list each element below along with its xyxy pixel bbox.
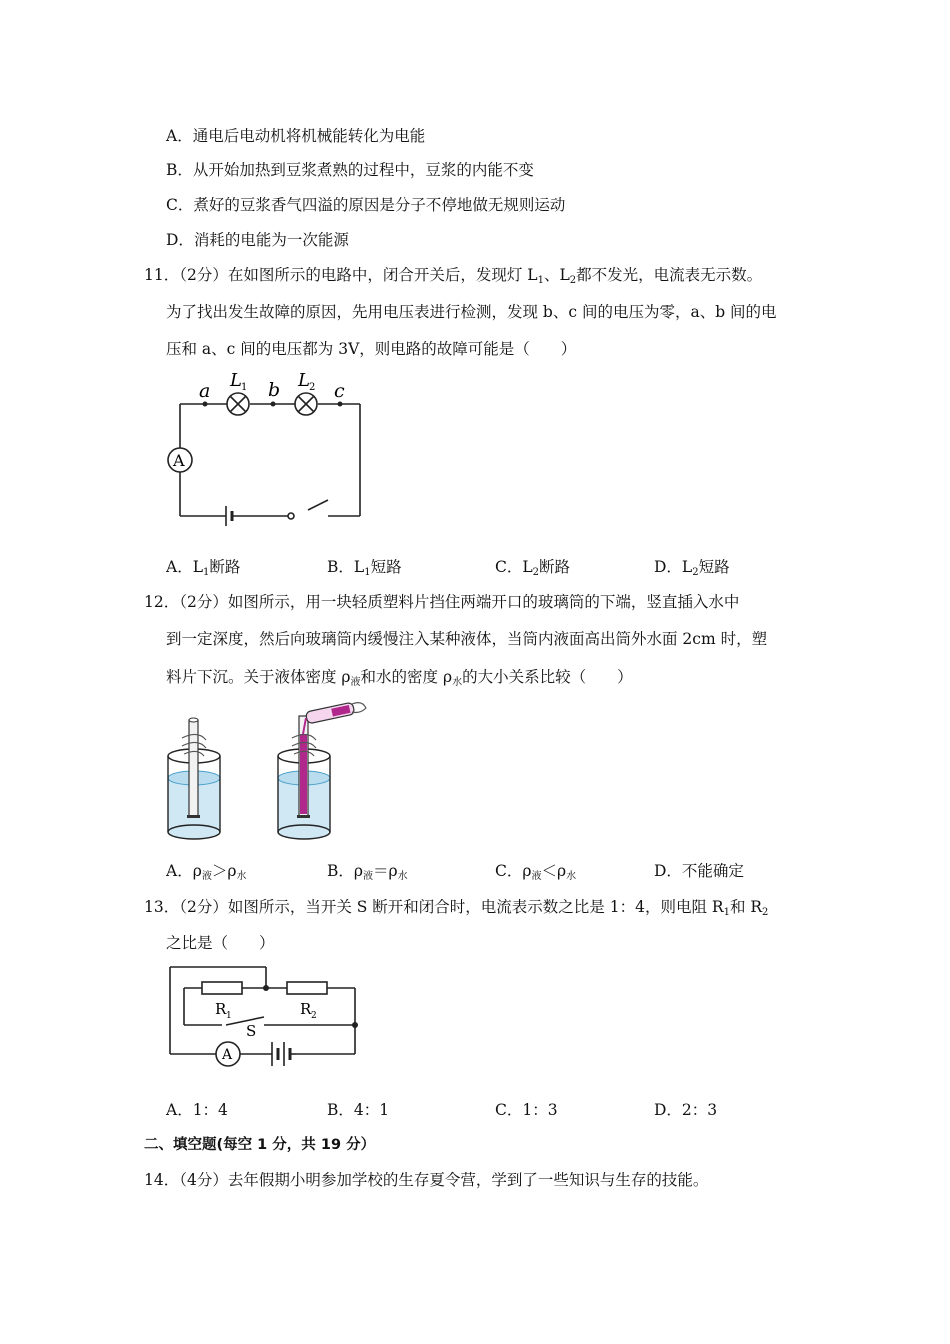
q12-stem-line2: 到一定深度，然后向玻璃筒内缓慢注入某种液体，当筒内液面高出筒外水面 2cm 时，塑 — [166, 630, 768, 648]
q13-option-d: D．2：3 — [654, 1101, 718, 1119]
ammeter-label: A — [173, 451, 185, 470]
lamp-l2-label: L — [298, 370, 310, 391]
q11-option-b: B．$L_1$短路 — [327, 558, 402, 578]
q13-option-a: A．1：4 — [166, 1101, 228, 1119]
r1-label: R — [215, 1000, 227, 1018]
q11-stem-line2: 为了找出发生故障的原因，先用电压表进行检测，发现 b、c 间的电压为零，a、b 间的电 — [166, 303, 777, 321]
section-title: 二、填空题(每空 1 分，共 19 分） — [144, 1137, 376, 1153]
q11-circuit-diagram — [160, 368, 370, 528]
q10-option-c: C．煮好的豆浆香气四溢的原因是分子不停地做无规则运动 — [166, 196, 566, 214]
q10-option-d: D．消耗的电能为一次能源 — [166, 231, 349, 249]
lamp-l1-sub: 1 — [241, 382, 248, 393]
r2-sub: 2 — [311, 1011, 317, 1021]
q12-option-d: D．不能确定 — [654, 862, 744, 880]
q12-option-a: A．$\rho_液>\rho_水$ — [166, 862, 247, 882]
lamp-l2-sub: 2 — [309, 382, 316, 393]
q11-option-c: C．$L_2$断路 — [495, 558, 571, 578]
q11-option-d: D．$L_2$短路 — [654, 558, 730, 578]
q12-stem-line1: 12．（2分）如图所示，用一块轻质塑料片挡住两端开口的玻璃筒的下端，竖直插入水中 — [144, 593, 740, 611]
node-label-c: c — [334, 380, 345, 402]
q12-option-b: B．$\rho_液=\rho_水$ — [327, 862, 408, 882]
ammeter-label: A — [222, 1047, 233, 1063]
q10-option-a: A．通电后电动机将机械能转化为电能 — [166, 127, 426, 145]
q13-circuit-diagram — [160, 960, 370, 1070]
q11-stem-line3: 压和 a、c 间的电压都为 3V，则电路的故障可能是（ ） — [166, 340, 577, 358]
lamp-l1-label: L — [230, 370, 242, 391]
node-label-b: b — [268, 379, 281, 401]
q11-option-a: A．$L_1$断路 — [166, 558, 241, 578]
q11-stem-line1: 11．（2分）在如图所示的电路中，闭合开关后，发现灯 $L_1$、$L_2$都不发光，电流表无示数。 — [144, 266, 763, 286]
q12-stem-line3: 料片下沉。关于液体密度 $\rho_液$和水的密度 $\rho_水$的大小关系比较（ ） — [166, 668, 633, 688]
q13-stem-line2: 之比是（ ） — [166, 934, 275, 952]
q10-option-b: B．从开始加热到豆浆煮熟的过程中，豆浆的内能不变 — [166, 161, 534, 179]
q13-stem-line1: 13．（2分）如图所示，当开关 S 断开和闭合时，电流表示数之比是 1：4，则电阻 $R_1$和 $R_2$ — [144, 898, 769, 918]
q13-option-b: B．4：1 — [327, 1101, 390, 1119]
node-label-a: a — [199, 380, 211, 402]
r1-sub: 1 — [226, 1011, 232, 1021]
switch-label: S — [246, 1022, 257, 1040]
q13-option-c: C．1：3 — [495, 1101, 558, 1119]
q14-stem: 14．（4分）去年假期小明参加学校的生存夏令营，学到了一些知识与生存的技能。 — [144, 1171, 709, 1189]
q12-beaker-figure — [160, 698, 380, 848]
r2-label: R — [300, 1000, 312, 1018]
q12-option-c: C．$\rho_液<\rho_水$ — [495, 862, 577, 882]
